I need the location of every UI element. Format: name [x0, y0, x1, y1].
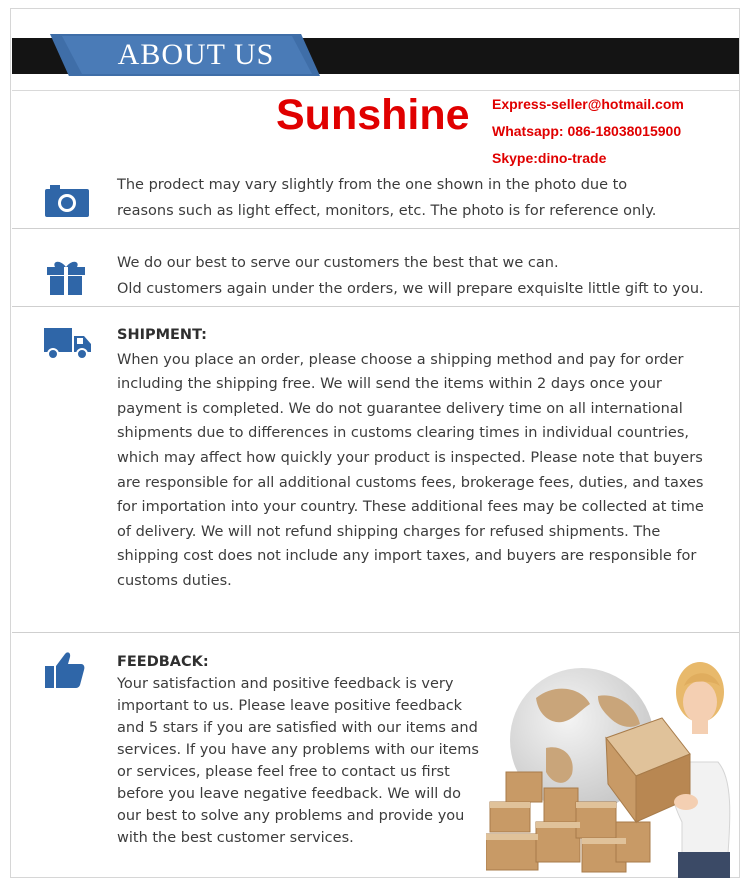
shipment-line: shipping cost does not include any import taxes, and buyers are responsible for [117, 548, 697, 565]
shipment-heading: SHIPMENT: [117, 327, 207, 343]
feedback-heading: FEEDBACK: [117, 654, 209, 670]
gift-note-line: We do our best to serve our customers the best that we can. [117, 255, 559, 271]
shipment-line: customs duties. [117, 572, 232, 589]
photo-note [117, 172, 656, 224]
feedback-section [117, 651, 479, 849]
section-divider [12, 632, 739, 633]
contact-skype: Skype:dino-trade [492, 150, 607, 166]
feedback-line: with the best customer services. [117, 830, 354, 846]
shipment-line: which may affect how quickly your product is inspected. Please note that buyers [117, 449, 703, 466]
gift-icon [46, 259, 86, 300]
truck-icon [44, 326, 92, 365]
gift-note [117, 250, 704, 302]
feedback-line: our best to solve any problems and provide you [117, 808, 465, 824]
feedback-line: Your satisfaction and positive feedback is very [117, 676, 454, 692]
feedback-line: important to us. Please leave positive feedback [117, 698, 463, 714]
feedback-line: services. If you have any problems with our items [117, 742, 479, 758]
photo-note-line: The prodect may vary slightly from the one shown in the photo due to [117, 177, 628, 193]
contact-email: Express-seller@hotmail.com [492, 96, 684, 112]
contact-whatsapp: Whatsapp: 086-18038015900 [492, 123, 682, 139]
thumbs-up-icon [45, 650, 85, 695]
shipment-section [117, 323, 704, 594]
feedback-line: before you leave negative feedback. We will do [117, 786, 461, 802]
shipment-line: are responsible for all additional customs fees, brokerage fees, duties, and taxes [117, 474, 704, 491]
shipment-line: shipments due to differences in customs clearing times in individual countries, [117, 425, 690, 442]
shipment-line: for importation into your country. These additional fees may be collected at time [117, 499, 704, 516]
shipment-line: When you place an order, please choose a shipping method and pay for order [117, 351, 684, 368]
gift-note-line: Old customers again under the orders, we will prepare exquislte little gift to you. [117, 281, 704, 297]
photo-note-line: reasons such as light effect, monitors, etc. The photo is for reference only. [117, 203, 657, 219]
shipment-line: payment is completed. We do not guarantee delivery time on all international [117, 400, 683, 417]
section-divider [12, 306, 739, 307]
brand-name: Sunshine [276, 91, 470, 139]
page-title: ABOUT US [117, 38, 275, 71]
section-divider [12, 228, 739, 229]
delivery-illustration [486, 652, 740, 878]
feedback-line: or services, please feel free to contact us first [117, 764, 450, 780]
shipment-line: of delivery. We will not refund shipping charges for refused shipments. The [117, 523, 661, 540]
shipment-line: including the shipping free. We will send the items within 2 days once your [117, 376, 662, 393]
feedback-line: and 5 stars if you are satisfied with our items and [117, 720, 478, 736]
camera-icon [45, 185, 89, 222]
